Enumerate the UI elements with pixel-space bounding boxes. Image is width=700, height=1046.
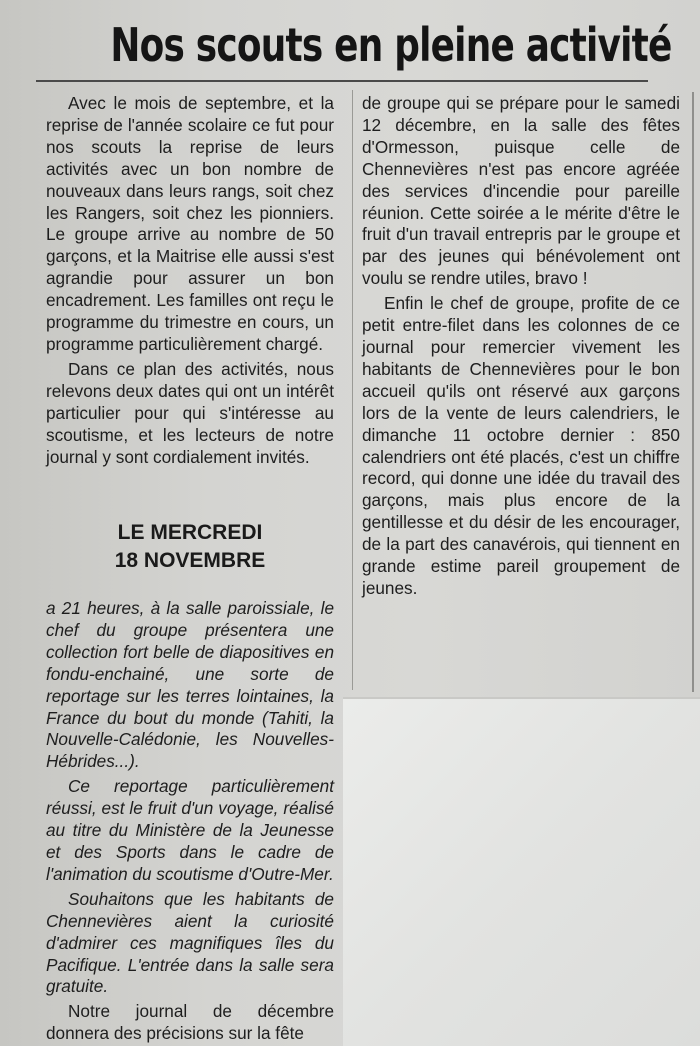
article-headline: Nos scouts en pleine activité (110, 18, 672, 72)
right-column (362, 93, 680, 600)
event-date-subheading (46, 519, 334, 575)
paragraph: Dans ce plan des activités, nous relevons deux dates qui ont un intérêt particulier pour qui s'intéresse au scoutisme, et les lecteurs de notre journal y sont cordialement invités. (46, 358, 334, 467)
paragraph: a 21 heures, à la salle paroissiale, le chef du groupe présentera une collection fort belle de diapositives en fondu-enchainé, une sorte de reportage sur les terres lointaines, la France du bout du monde (Tahiti, la Nouvelle-Calédonie, les Nouvelles-Hébrides...). (46, 598, 334, 772)
paragraph: Ce reportage particulièrement réussi, est le fruit d'un voyage, réalisé au titre du Ministère de la Jeunesse et des Sports dans le cadre de l'animation du scoutisme d'Outre-Mer. (46, 776, 334, 884)
paper-edge-shadow (343, 697, 700, 699)
left-column-event (46, 598, 334, 1045)
paragraph: Notre journal de décembre donnera des précisions sur la fête (46, 1001, 334, 1044)
paragraph: Enfin le chef de groupe, profite de ce petit entre-filet dans les colonnes de ce journal pour remercier vivement les habitants de Chennevières pour le bon accueil qu'ils ont réservé aux garçons lors de la vente de leurs calendriers, le dimanche 11 octobre dernier : 850 calendriers ont été placés, c'est un chiffre record, qui donne une idée du travail des garçons, mais plus encore de la gentillesse et du désir de les encourager, de la part des canavérois, qui tiennent en grande estime pareil groupement de jeunes. (362, 293, 680, 598)
clipping-edge (692, 92, 694, 692)
paragraph: Souhaitons que les habitants de Chennevières aient la curiosité d'admirer ces magnifiques îles du Pacifique. L'entrée dans la salle sera gratuite. (46, 888, 334, 997)
paragraph: Avec le mois de septembre, et la reprise de l'année scolaire ce fut pour nos scouts la reprise de leurs activités avec un bon nombre de nouveaux dans leurs rangs, soit chez les Rangers, soit chez les pionniers. Le groupe arrive au nombre de 50 garçons, et la Maitrise elle aussi s'est agrandie pour assurer un bon encadrement. Les familles ont reçu le programme du trimestre en cours, un programme particulièrement chargé. (46, 93, 334, 354)
subheading-day: LE MERCREDI (117, 521, 263, 544)
subheading-date: 18 NOVEMBRE (114, 549, 266, 572)
headline-rule (36, 80, 648, 82)
left-column-intro (46, 93, 334, 468)
blank-paper-area (343, 697, 700, 1046)
paragraph: de groupe qui se prépare pour le samedi 12 décembre, en la salle des fêtes d'Ormesson, puisque celle de Chennevières n'est pas encore agréée des services d'incendie pour pareille réunion. Cette soirée a le mérite d'être le fruit d'un travail entrepris par le groupe et par des jeunes qui bénévolement ont voulu se rendre utiles, bravo ! (362, 93, 680, 289)
column-divider (352, 90, 353, 690)
